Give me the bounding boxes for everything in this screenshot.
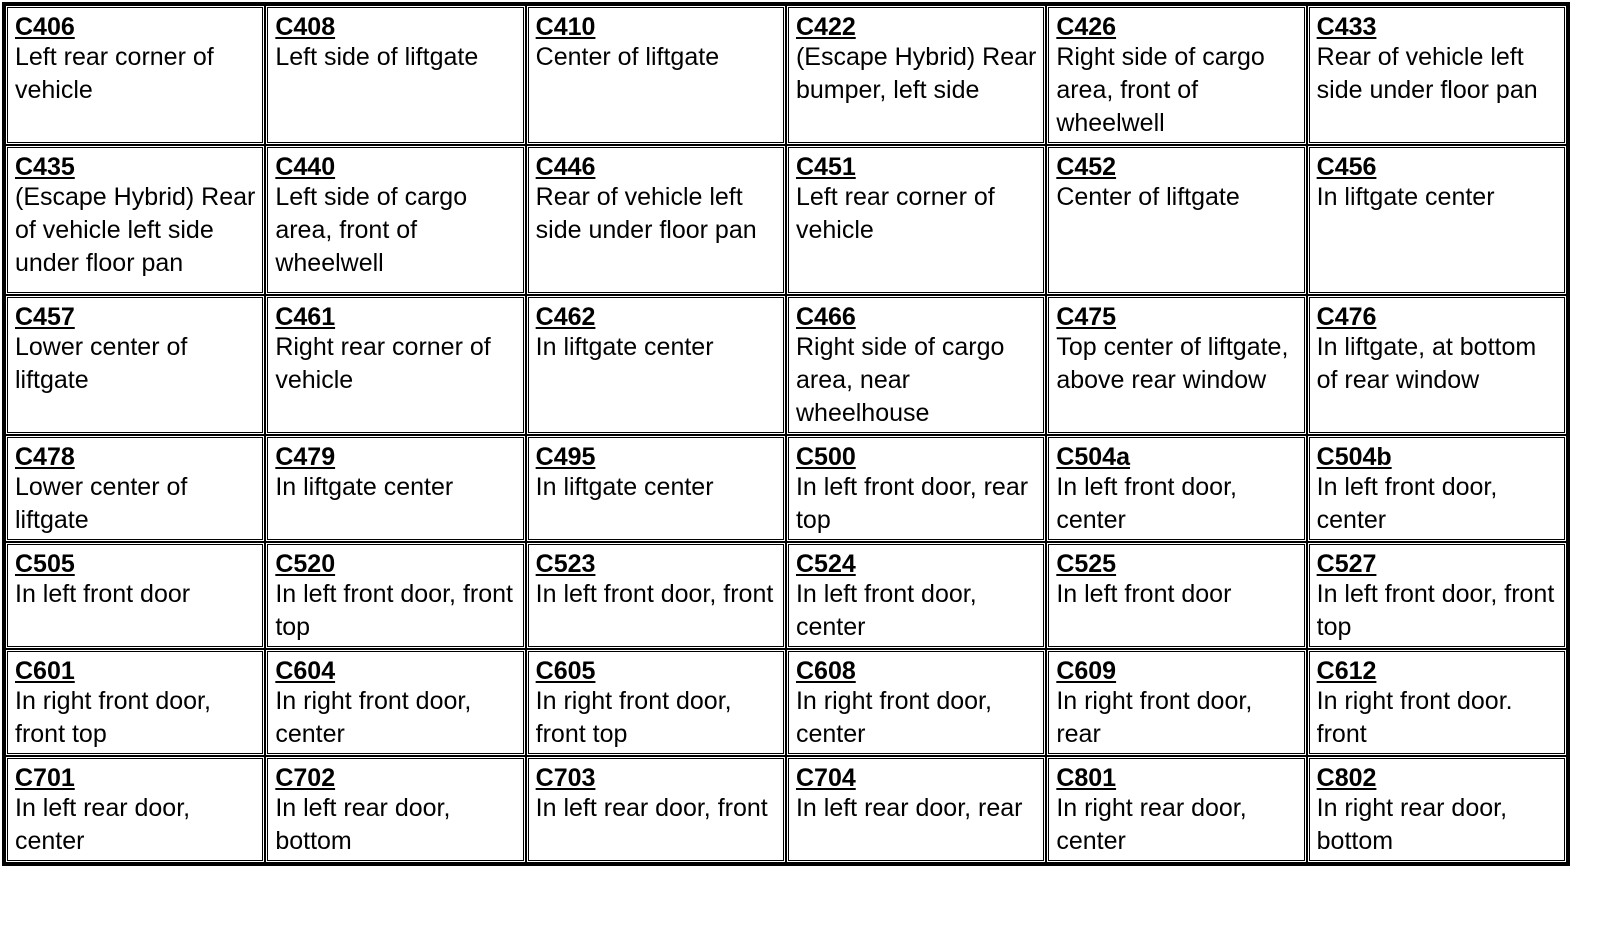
- connector-location-text: In left front door: [15, 580, 191, 608]
- connector-code-link[interactable]: C605: [535, 657, 596, 685]
- connector-location-text: In left rear door, front: [535, 794, 768, 822]
- connector-location-text: Left rear corner of vehicle: [15, 43, 214, 104]
- connector-location-text: In left rear door, bottom: [275, 794, 451, 855]
- connector-cell: [5, 649, 265, 756]
- connector-location-table: [2, 2, 1570, 866]
- connector-code-link[interactable]: C612: [1316, 657, 1377, 685]
- connector-location-text: Rear of vehicle left side under floor pan: [535, 183, 757, 244]
- connector-cell: [5, 756, 265, 863]
- table-row: [5, 649, 1567, 756]
- connector-location-text: In right front door, center: [795, 687, 992, 748]
- table-row: [5, 756, 1567, 863]
- connector-cell: [1046, 295, 1306, 435]
- connector-cell: [265, 542, 525, 649]
- connector-cell: [786, 435, 1046, 542]
- connector-location-text: In liftgate center: [535, 473, 714, 501]
- connector-code-link[interactable]: C604: [275, 657, 336, 685]
- connector-cell: [1046, 145, 1306, 295]
- connector-cell: [526, 295, 786, 435]
- connector-code-link[interactable]: C505: [15, 550, 75, 578]
- connector-cell: [265, 295, 525, 435]
- connector-cell: [265, 5, 525, 145]
- connector-code-link[interactable]: C475: [1056, 303, 1117, 331]
- connector-location-text: In left front door, center: [795, 580, 977, 641]
- connector-cell: [526, 756, 786, 863]
- connector-code-link[interactable]: C703: [535, 764, 596, 792]
- connector-code-link[interactable]: C433: [1316, 13, 1377, 41]
- table-row: [5, 5, 1567, 145]
- connector-code-link[interactable]: C457: [15, 303, 75, 331]
- connector-cell: [1307, 145, 1567, 295]
- connector-code-link[interactable]: C504a: [1056, 443, 1130, 471]
- connector-code-link[interactable]: C500: [795, 443, 856, 471]
- connector-location-text: In left front door, front top: [275, 580, 513, 641]
- connector-code-link[interactable]: C422: [795, 13, 856, 41]
- connector-location-text: Right side of cargo area, near wheelhouse: [795, 333, 1005, 427]
- connector-location-text: (Escape Hybrid) Rear bumper, left side: [795, 43, 1037, 104]
- connector-location-text: In right front door, front top: [535, 687, 732, 748]
- connector-location-text: In liftgate, at bottom of rear window: [1316, 333, 1537, 394]
- connector-cell: [786, 649, 1046, 756]
- connector-location-text: In left front door, rear top: [795, 473, 1029, 534]
- connector-code-link[interactable]: C495: [535, 443, 596, 471]
- connector-code-link[interactable]: C461: [275, 303, 336, 331]
- connector-location-text: In liftgate center: [275, 473, 454, 501]
- connector-cell: [5, 145, 265, 295]
- connector-cell: [526, 542, 786, 649]
- connector-location-text: In left front door, center: [1316, 473, 1498, 534]
- connector-code-link[interactable]: C462: [535, 303, 596, 331]
- connector-cell: [5, 435, 265, 542]
- connector-cell: [786, 756, 1046, 863]
- connector-code-link[interactable]: C426: [1056, 13, 1117, 41]
- connector-code-link[interactable]: C609: [1056, 657, 1117, 685]
- connector-cell: [5, 542, 265, 649]
- connector-cell: [1307, 295, 1567, 435]
- connector-cell: [5, 295, 265, 435]
- table-row: [5, 295, 1567, 435]
- connector-code-link[interactable]: C479: [275, 443, 336, 471]
- table-row: [5, 542, 1567, 649]
- connector-code-link[interactable]: C802: [1316, 764, 1377, 792]
- connector-location-text: Left side of cargo area, front of wheelwell: [275, 183, 468, 277]
- connector-location-text: In right rear door, center: [1056, 794, 1247, 855]
- connector-location-text: Lower center of liftgate: [15, 473, 188, 534]
- connector-cell: [1307, 649, 1567, 756]
- connector-location-text: Top center of liftgate, above rear window: [1056, 333, 1289, 394]
- connector-code-link[interactable]: C406: [15, 13, 75, 41]
- connector-location-text: In left rear door, center: [15, 794, 191, 855]
- connector-code-link[interactable]: C478: [15, 443, 75, 471]
- connector-code-link[interactable]: C504b: [1316, 443, 1392, 471]
- connector-location-text: (Escape Hybrid) Rear of vehicle left side under floor pan: [15, 183, 256, 277]
- connector-code-link[interactable]: C702: [275, 764, 336, 792]
- connector-cell: [265, 145, 525, 295]
- connector-location-text: In right front door, front top: [15, 687, 211, 748]
- connector-cell: [1307, 542, 1567, 649]
- connector-code-link[interactable]: C520: [275, 550, 336, 578]
- connector-location-text: Lower center of liftgate: [15, 333, 188, 394]
- connector-location-text: In left rear door, rear: [795, 794, 1023, 822]
- connector-cell: [1046, 5, 1306, 145]
- connector-cell: [526, 435, 786, 542]
- connector-cell: [786, 295, 1046, 435]
- connector-cell: [1046, 649, 1306, 756]
- connector-code-link[interactable]: C410: [535, 13, 596, 41]
- connector-code-link[interactable]: C601: [15, 657, 75, 685]
- connector-cell: [526, 649, 786, 756]
- connector-cell: [1307, 435, 1567, 542]
- connector-location-text: In right front door. front: [1316, 687, 1513, 748]
- connector-location-text: Right side of cargo area, front of wheelwell: [1056, 43, 1265, 137]
- connector-location-text: In left front door: [1056, 580, 1232, 608]
- connector-location-text: In left front door, center: [1056, 473, 1237, 534]
- table-row: [5, 145, 1567, 295]
- connector-location-text: In left front door, front top: [1316, 580, 1555, 641]
- connector-location-text: Left rear corner of vehicle: [795, 183, 995, 244]
- connector-table-body: [5, 5, 1567, 863]
- connector-code-link[interactable]: C466: [795, 303, 856, 331]
- connector-location-text: In right front door, center: [275, 687, 472, 748]
- connector-cell: [786, 542, 1046, 649]
- connector-code-link[interactable]: C701: [15, 764, 75, 792]
- connector-location-text: In left front door, front: [535, 580, 774, 608]
- connector-location-text: In liftgate center: [1316, 183, 1495, 211]
- connector-cell: [1307, 5, 1567, 145]
- connector-cell: [1046, 542, 1306, 649]
- connector-cell: [526, 5, 786, 145]
- connector-location-text: In right rear door, bottom: [1316, 794, 1508, 855]
- connector-code-link[interactable]: C608: [795, 657, 856, 685]
- connector-cell: [265, 756, 525, 863]
- connector-code-link[interactable]: C446: [535, 153, 596, 181]
- connector-location-text: In right front door, rear: [1056, 687, 1253, 748]
- connector-cell: [786, 5, 1046, 145]
- connector-location-text: Right rear corner of vehicle: [275, 333, 491, 394]
- connector-location-text: In liftgate center: [535, 333, 714, 361]
- connector-cell: [1307, 756, 1567, 863]
- connector-code-link[interactable]: C525: [1056, 550, 1117, 578]
- connector-code-link[interactable]: C801: [1056, 764, 1117, 792]
- connector-code-link[interactable]: C704: [795, 764, 856, 792]
- connector-code-link[interactable]: C440: [275, 153, 336, 181]
- connector-location-text: Left side of liftgate: [275, 43, 479, 71]
- connector-code-link[interactable]: C435: [15, 153, 75, 181]
- connector-code-link[interactable]: C524: [795, 550, 856, 578]
- connector-cell: [265, 435, 525, 542]
- table-row: [5, 435, 1567, 542]
- connector-code-link[interactable]: C527: [1316, 550, 1377, 578]
- connector-code-link[interactable]: C408: [275, 13, 336, 41]
- connector-code-link[interactable]: C451: [795, 153, 856, 181]
- connector-cell: [5, 5, 265, 145]
- connector-cell: [526, 145, 786, 295]
- connector-location-text: Rear of vehicle left side under floor pan: [1316, 43, 1538, 104]
- connector-location-text: Center of liftgate: [1056, 183, 1240, 211]
- connector-cell: [786, 145, 1046, 295]
- connector-code-link[interactable]: C452: [1056, 153, 1117, 181]
- connector-cell: [1046, 435, 1306, 542]
- connector-cell: [265, 649, 525, 756]
- connector-cell: [1046, 756, 1306, 863]
- connector-code-link[interactable]: C523: [535, 550, 596, 578]
- connector-code-link[interactable]: C456: [1316, 153, 1377, 181]
- connector-location-text: Center of liftgate: [535, 43, 720, 71]
- connector-code-link[interactable]: C476: [1316, 303, 1377, 331]
